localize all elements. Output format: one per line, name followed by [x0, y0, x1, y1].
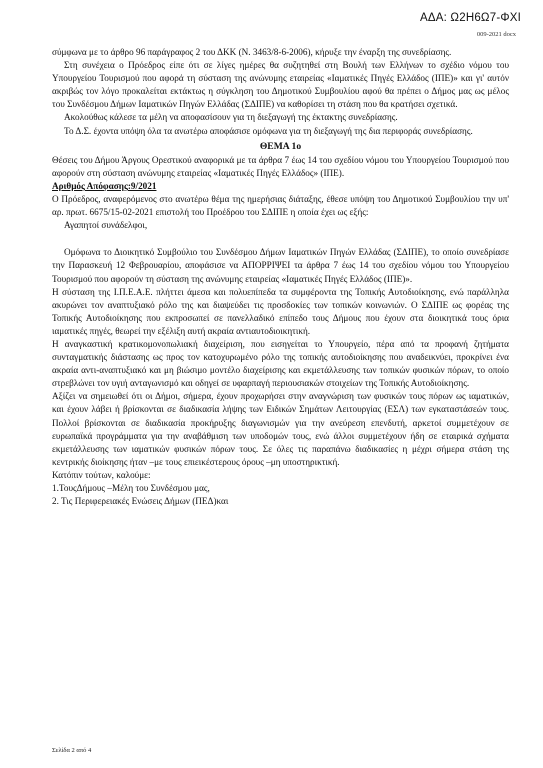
paragraph-municipal-progress: Αξίζει να σημειωθεί ότι οι Δήμοι, σήμερα, έχουν προχωρήσει στην αναγνώριση των φυσικών τους πόρων ως ιαματικών, και έχουν λάβει ή βρίσκονται σε διαδικασία λήψης των Ειδικών Σημάτων Λειτουργίας (ΕΣΛ) των εγκαταστάσεών τους. Πολλοί βρίσκονται σε διαδικασία προκήρυξης διαγωνισμών για την ανεύρεση επενδυτή, αρκετοί συμμετέχουν σε ευρωπαϊκά προγράμματα για την αναβάθμιση των υποδομών τους, ενώ άλλοι συμμετέχουν ήδη σε εταιρικά σχήματα εκμετάλλευσης των ιαματικών φυσικών πόρων τους. Σε όλες τις παραπάνω διαδικασίες η μέχρι σήμερα στάση της κεντρικής διοίκησης ήταν –με τους επιεικέστερους όρους –μη υποστηρικτική. [52, 391, 509, 467]
paragraph-monopoly-management: Η αναγκαστική κρατικομονοπωλιακή διαχείριση, που εισηγείται το Υπουργείο, πέρα από τα προφανή ζητήματα συνταγματικής διάστασης ως προς τον κατοχυρωμένο ρόλο της τοπικής αυτοδιοίκησης που αναδεικνύει, προκρίνει ένα ακραία αντι-αναπτυξιακό και μη βιώσιμο μοντέλο διαχείρισης και εκμετάλλευσης των τοπικών φυσικών πόρων, το οποίο στρεβλώνει τον υγιή ανταγωνισμό και οδηγεί σε υφαρπαγή περιουσιακών στοιχείων της Τοπικής Αυτοδιοίκησης. [52, 338, 509, 389]
list-item-municipalities: 1.ΤουςΔήμους –Μέλη του Συνδέσμου μας, [52, 483, 210, 493]
topic-heading: ΘΕΜΑ 1ο [259, 140, 302, 152]
paragraph-council-decision: Το Δ.Σ. έχοντα υπόψη όλα τα ανωτέρω αποφάσισε ομόφωνα για τη διεξαγωγή της δια περιφοράς συνεδρίασης. [64, 125, 473, 136]
paragraph-call-to: Κατόπιν τούτων, καλούμε: [52, 469, 151, 480]
paragraph-board-rejection: Ομόφωνα το Διοικητικό Συμβούλιο του Συνδέσμου Δήμων Ιαματικών Πηγών Ελλάδας (ΣΔΙΠΕ), το οποίο συνεδρίασε την Παρασκευή 12 Φεβρουαρίου, αποφάσισε να ΑΠΟΡΡΙΨΕΙ τα άρθρα 7 έως 14 του σχεδίου νόμου του Υπουργείου Τουρισμού που αφορούν τη σύσταση της ανώνυμης εταιρείας «Ιαματικές Πηγές Ελλάδος (ΙΠΕ)». [52, 247, 509, 284]
letter-greeting: Αγαπητοί συνάδελφοι, [64, 220, 148, 231]
paragraph-president-statement: Στη συνέχεια ο Πρόεδρος είπε ότι σε λίγες ημέρες θα συζητηθεί στη Βουλή των Ελλήνων το σχέδιο νόμου του Υπουργείου Τουρισμού που αφορά τη σύσταση της ανώνυμης εταιρείας «Ιαματικές Πηγές Ελλάδος (ΙΠΕ)» και γι' αυτόν ακριβώς τον λόγο προκαλείται εκτάκτως η σύγκληση του Δημοτικού Συμβουλίου αφού θα πρέπει ο Δήμος μας ως μέλος του Συνδέσμου Δήμων Ιαματικών Πηγών Ελλάδας (ΣΔΙΠΕ) να καθορίσει τη στάση που θα κρατήσει σχετικά. [52, 60, 509, 110]
paragraph-ipe-impact: Η σύσταση της Ι.Π.Ε.Α.Ε. πλήττει άμεσα και πολυεπίπεδα τα συμφέροντα της Τοπικής Αυτοδιοίκησης, ενώ παράλληλα ακυρώνει τον αναπτυξιακό ρόλο της και διαψεύδει τις προσδοκίες των τοπικών κοινωνιών. Ο ΣΔΙΠΕ ως φορέας της Τοπικής Αυτοδιοίκησης που εκπροσωπεί σε πανελλαδικό επίπεδο τους Δήμους που έχουν στα διοικητικά τους όρια ιαματικές πηγές, θεωρεί την εξέλιξη αυτή ακραία αντιαυτοδιοικητική. [52, 286, 509, 336]
paragraph-opening: σύμφωνα με το άρθρο 96 παράγραφος 2 του ΔΚΚ (Ν. 3463/8-6-2006), κήρυξε την έναρξη της συνεδρίασης. [52, 47, 452, 57]
ada-code: ΑΔΑ: Ω2Η6Ω7-ΦΧΙ [420, 12, 521, 24]
topic-description: Θέσεις του Δήμου Άργους Ορεστικού αναφορικά με τα άρθρα 7 έως 14 του σχεδίου νόμου του Υπουργείου Τουρισμού που αφορούν στη σύσταση ανώνυμης εταιρείας «Ιαματικές Πηγές Ελλάδος» (ΙΠΕ). [52, 154, 509, 178]
paragraph-president-letter: Ο Πρόεδρος, αναφερόμενος στο ανωτέρω θέμα της ημερήσιας διάταξης, έθεσε υπόψη του Δημοτικού Συμβουλίου την υπ' αρ. πρωτ. 6675/15-02-2021 επιστολή του Προέδρου του ΣΔΙΠΕ η οποία έχει ως εξής: [52, 194, 509, 218]
document-file-code: 009-2021 docx [476, 31, 516, 38]
spacer [52, 232, 509, 246]
page-number: Σελίδα 2 από 4 [52, 747, 92, 754]
list-item-ped: 2. Τις Περιφερειακές Ενώσεις Δήμων (ΠΕΔ)και [52, 496, 229, 507]
paragraph-call-vote: Ακολούθως κάλεσε τα μέλη να αποφασίσουν για τη διεξαγωγή της έκτακτης συνεδρίασης. [64, 112, 398, 123]
decision-number: Αριθμός Απόφασης:9/2021 [52, 180, 157, 191]
document-body [52, 46, 509, 508]
